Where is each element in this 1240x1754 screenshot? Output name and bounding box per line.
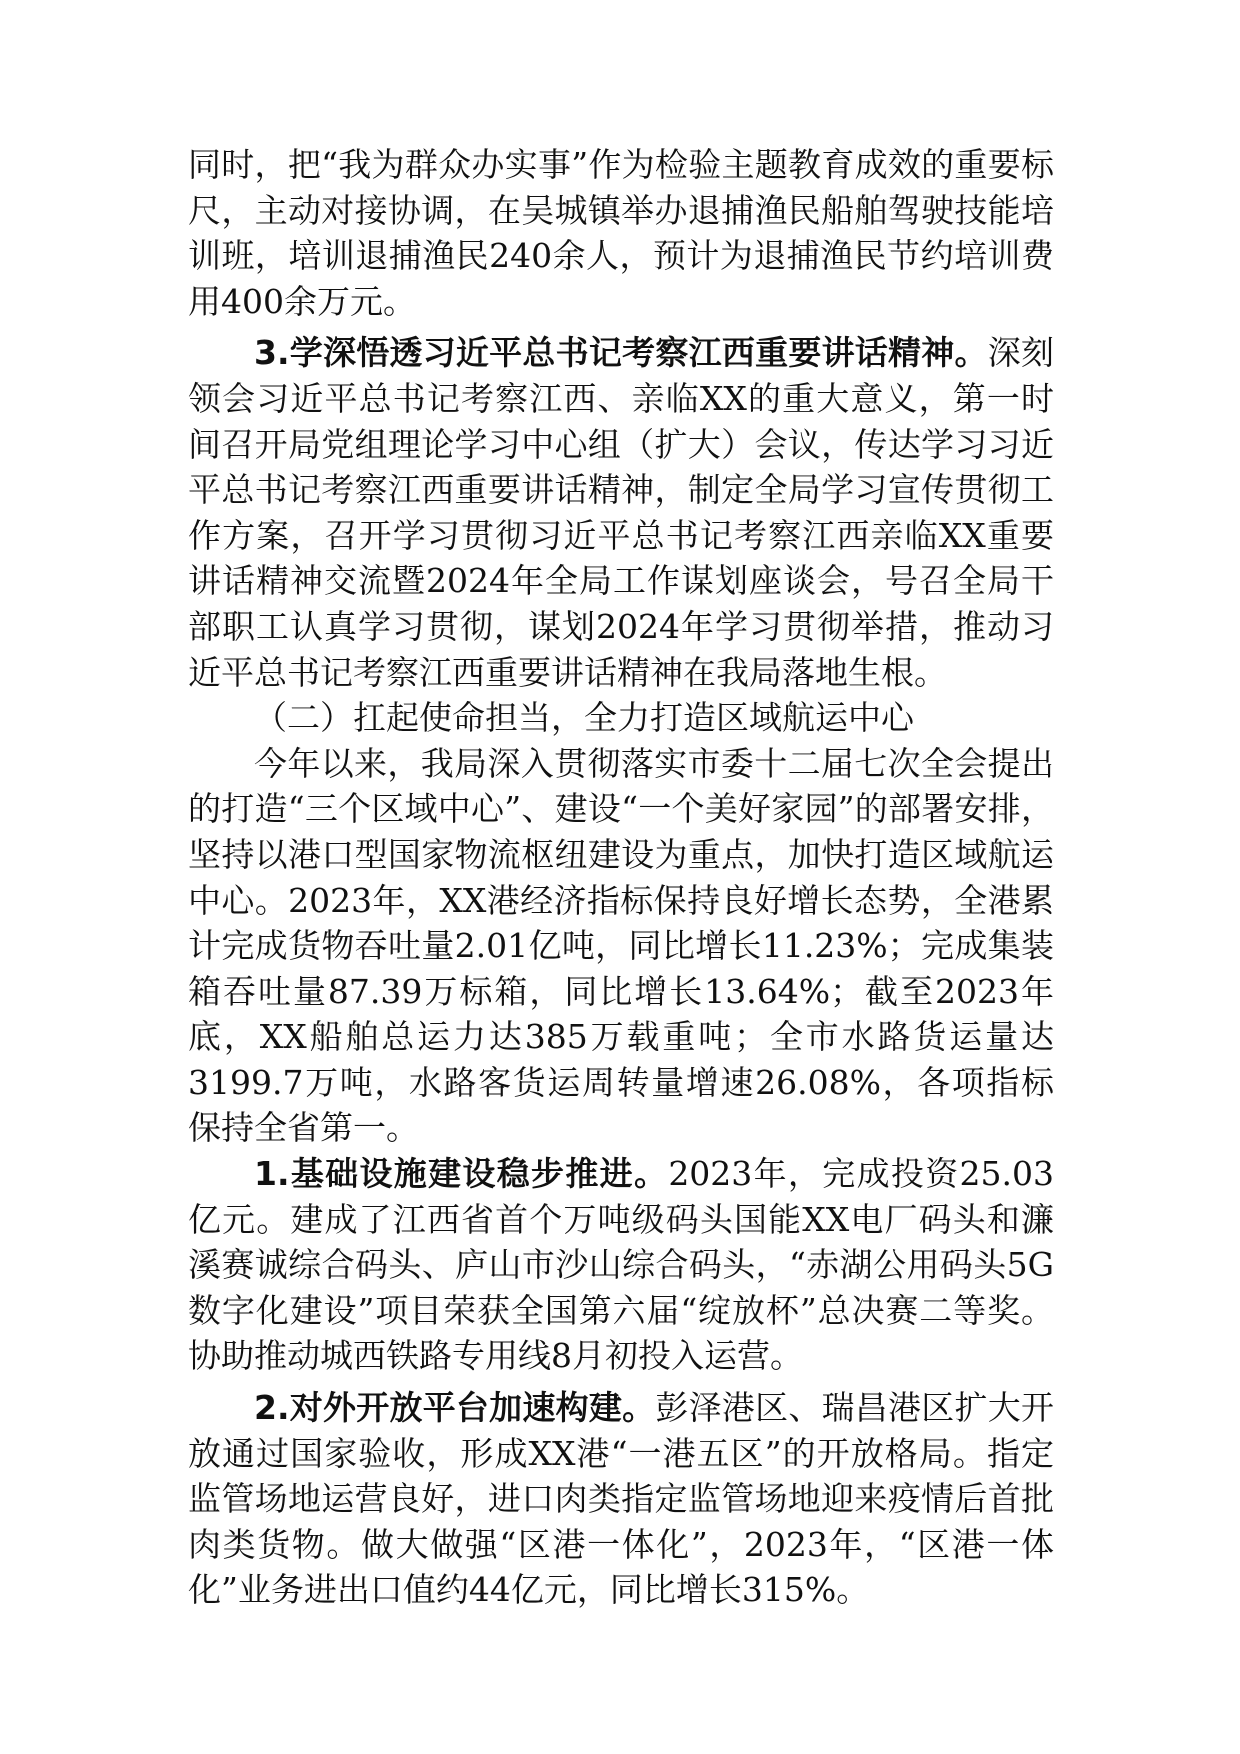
paragraph-item-3 — [188, 330, 1054, 695]
document-page — [188, 142, 1054, 1613]
paragraph-text: 深刻领会习近平总书记考察江西、亲临XX的重大意义，第一时间召开局党组理论学习中心组（扩大）会议，传达学习习近平总书记考察江西重要讲话精神，制定全局学习宣传贯彻工作方案，召开学习贯彻习近平总书记考察江西亲临XX重要讲话精神交流暨2024年全局工作谋划座谈会，号召全局干部职工认真学习贯彻，谋划2024年学习贯彻举措，推动习近平总书记考察江西重要讲话精神在我局落地生根。 — [188, 333, 1055, 692]
paragraph-text: 2023年，完成投资25.03亿元。建成了江西省首个万吨级码头国能XX电厂码头和濂溪赛诚综合码头、庐山市沙山综合码头，“赤湖公用码头5G数字化建设”项目荣获全国第六届“绽放杯”总决赛二等奖。协助推动城西铁路专用线8月初投入运营。 — [188, 1154, 1054, 1376]
subheading-text: （二）扛起使命担当，全力打造区域航运中心 — [254, 698, 914, 738]
paragraph-text: 同时，把“我为群众办实事”作为检验主题教育成效的重要标尺，主动对接协调，在吴城镇举办退捕渔民船舶驾驶技能培训班，培训退捕渔民240余人，预计为退捕渔民节约培训费用400余万元。 — [188, 145, 1054, 321]
section-subheading — [188, 695, 1054, 741]
paragraph-item-2 — [188, 1385, 1054, 1613]
paragraph-item-1 — [188, 1151, 1054, 1379]
item-heading: 1.基础设施建设稳步推进。 — [254, 1154, 669, 1194]
paragraph-text: 今年以来，我局深入贯彻落实市委十二届七次全会提出的打造“三个区域中心”、建设“一个美好家园”的部署安排，坚持以港口型国家物流枢纽建设为重点，加快打造区域航运中心。2023年，XX港经济指标保持良好增长态势，全港累计完成货物吞吐量2.01亿吨，同比增长11.23%；完成集装箱吞吐量87.39万标箱，同比增长13.64%；截至2023年底，XX船舶总运力达385万载重吨；全市水路货运量达3199.7万吨，水路客货运周转量增速26.08%，各项指标保持全省第一。 — [188, 743, 1054, 1148]
item-heading: 3.学深悟透习近平总书记考察江西重要讲话精神。 — [254, 333, 988, 373]
paragraph-text: 彭泽港区、瑞昌港区扩大开放通过国家验收，形成XX港“一港五区”的开放格局。指定监管场地运营良好，进口肉类指定监管场地迎来疫情后首批肉类货物。做大做强“区港一体化”，2023年，“区港一体化”业务进出口值约44亿元，同比增长315%。 — [188, 1388, 1055, 1610]
item-heading: 2.对外开放平台加速构建。 — [254, 1388, 656, 1428]
paragraph-continuation — [188, 142, 1054, 324]
paragraph-overview — [188, 741, 1054, 1151]
